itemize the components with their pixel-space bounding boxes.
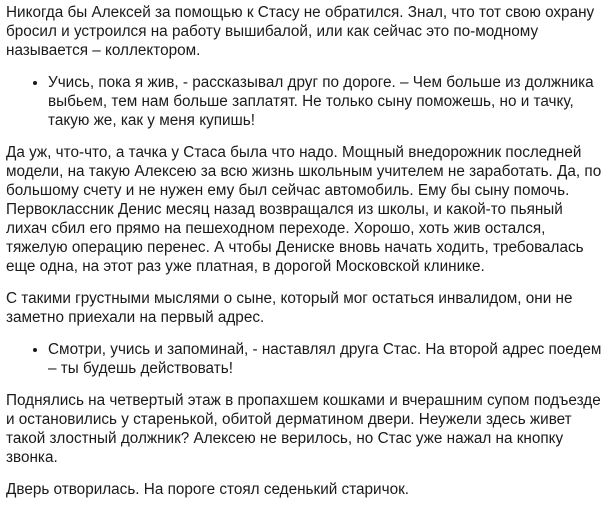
paragraph: Дверь отворилась. На пороге стоял седенький старичок. <box>6 481 410 498</box>
paragraph: Поднялись на четвертый этаж в пропахшем кошками и вчерашним супом подъезде и остановились у старенькой, обитой дерматином двери. Неужели здесь живет такой злостный должник? Алексею не верилось, но Стас уже нажал на кнопку звонка. <box>6 392 601 466</box>
dialogue-list <box>6 73 604 130</box>
dialogue-line: • Смотри, учись и запоминай, - наставлял друга Стас. На второй адрес поедем – ты будешь действовать! <box>48 340 604 378</box>
paragraph: Никогда бы Алексей за помощью к Стасу не обратился. Знал, что тот свою охрану бросил и устроился на работу вышибалой, или как сейчас это по-модному называется – коллектором. <box>6 4 595 59</box>
dialogue-line: • Учись, пока я жив, - рассказывал друг по дороге. – Чем больше из должника выбьем, тем нам больше заплатят. Не только сыну поможешь, но и тачку, такую же, как у меня купишь! <box>48 73 604 130</box>
dialogue-list <box>6 340 604 378</box>
paragraph: С такими грустными мыслями о сыне, который мог остаться инвалидом, они не заметно приехали на первый адрес. <box>6 290 573 326</box>
paragraph: Да уж, что-что, а тачка у Стаса была что надо. Мощный внедорожник последней модели, на такую Алексею за всю жизнь школьным учителем не заработать. Да, по большому счету и не нужен ему был сейчас автомобиль. Ему бы сыну помочь. Первоклассник Денис месяц назад возвращался из школы, и какой-то пьяный лихач сбил его прямо на пешеходном переходе. Хорошо, хоть жив остался, тяжелую операцию перенес. А чтобы Дениске вновь начать ходить, требовалась еще одна, на этот раз уже платная, в дорогой Московской клинике. <box>6 144 602 275</box>
